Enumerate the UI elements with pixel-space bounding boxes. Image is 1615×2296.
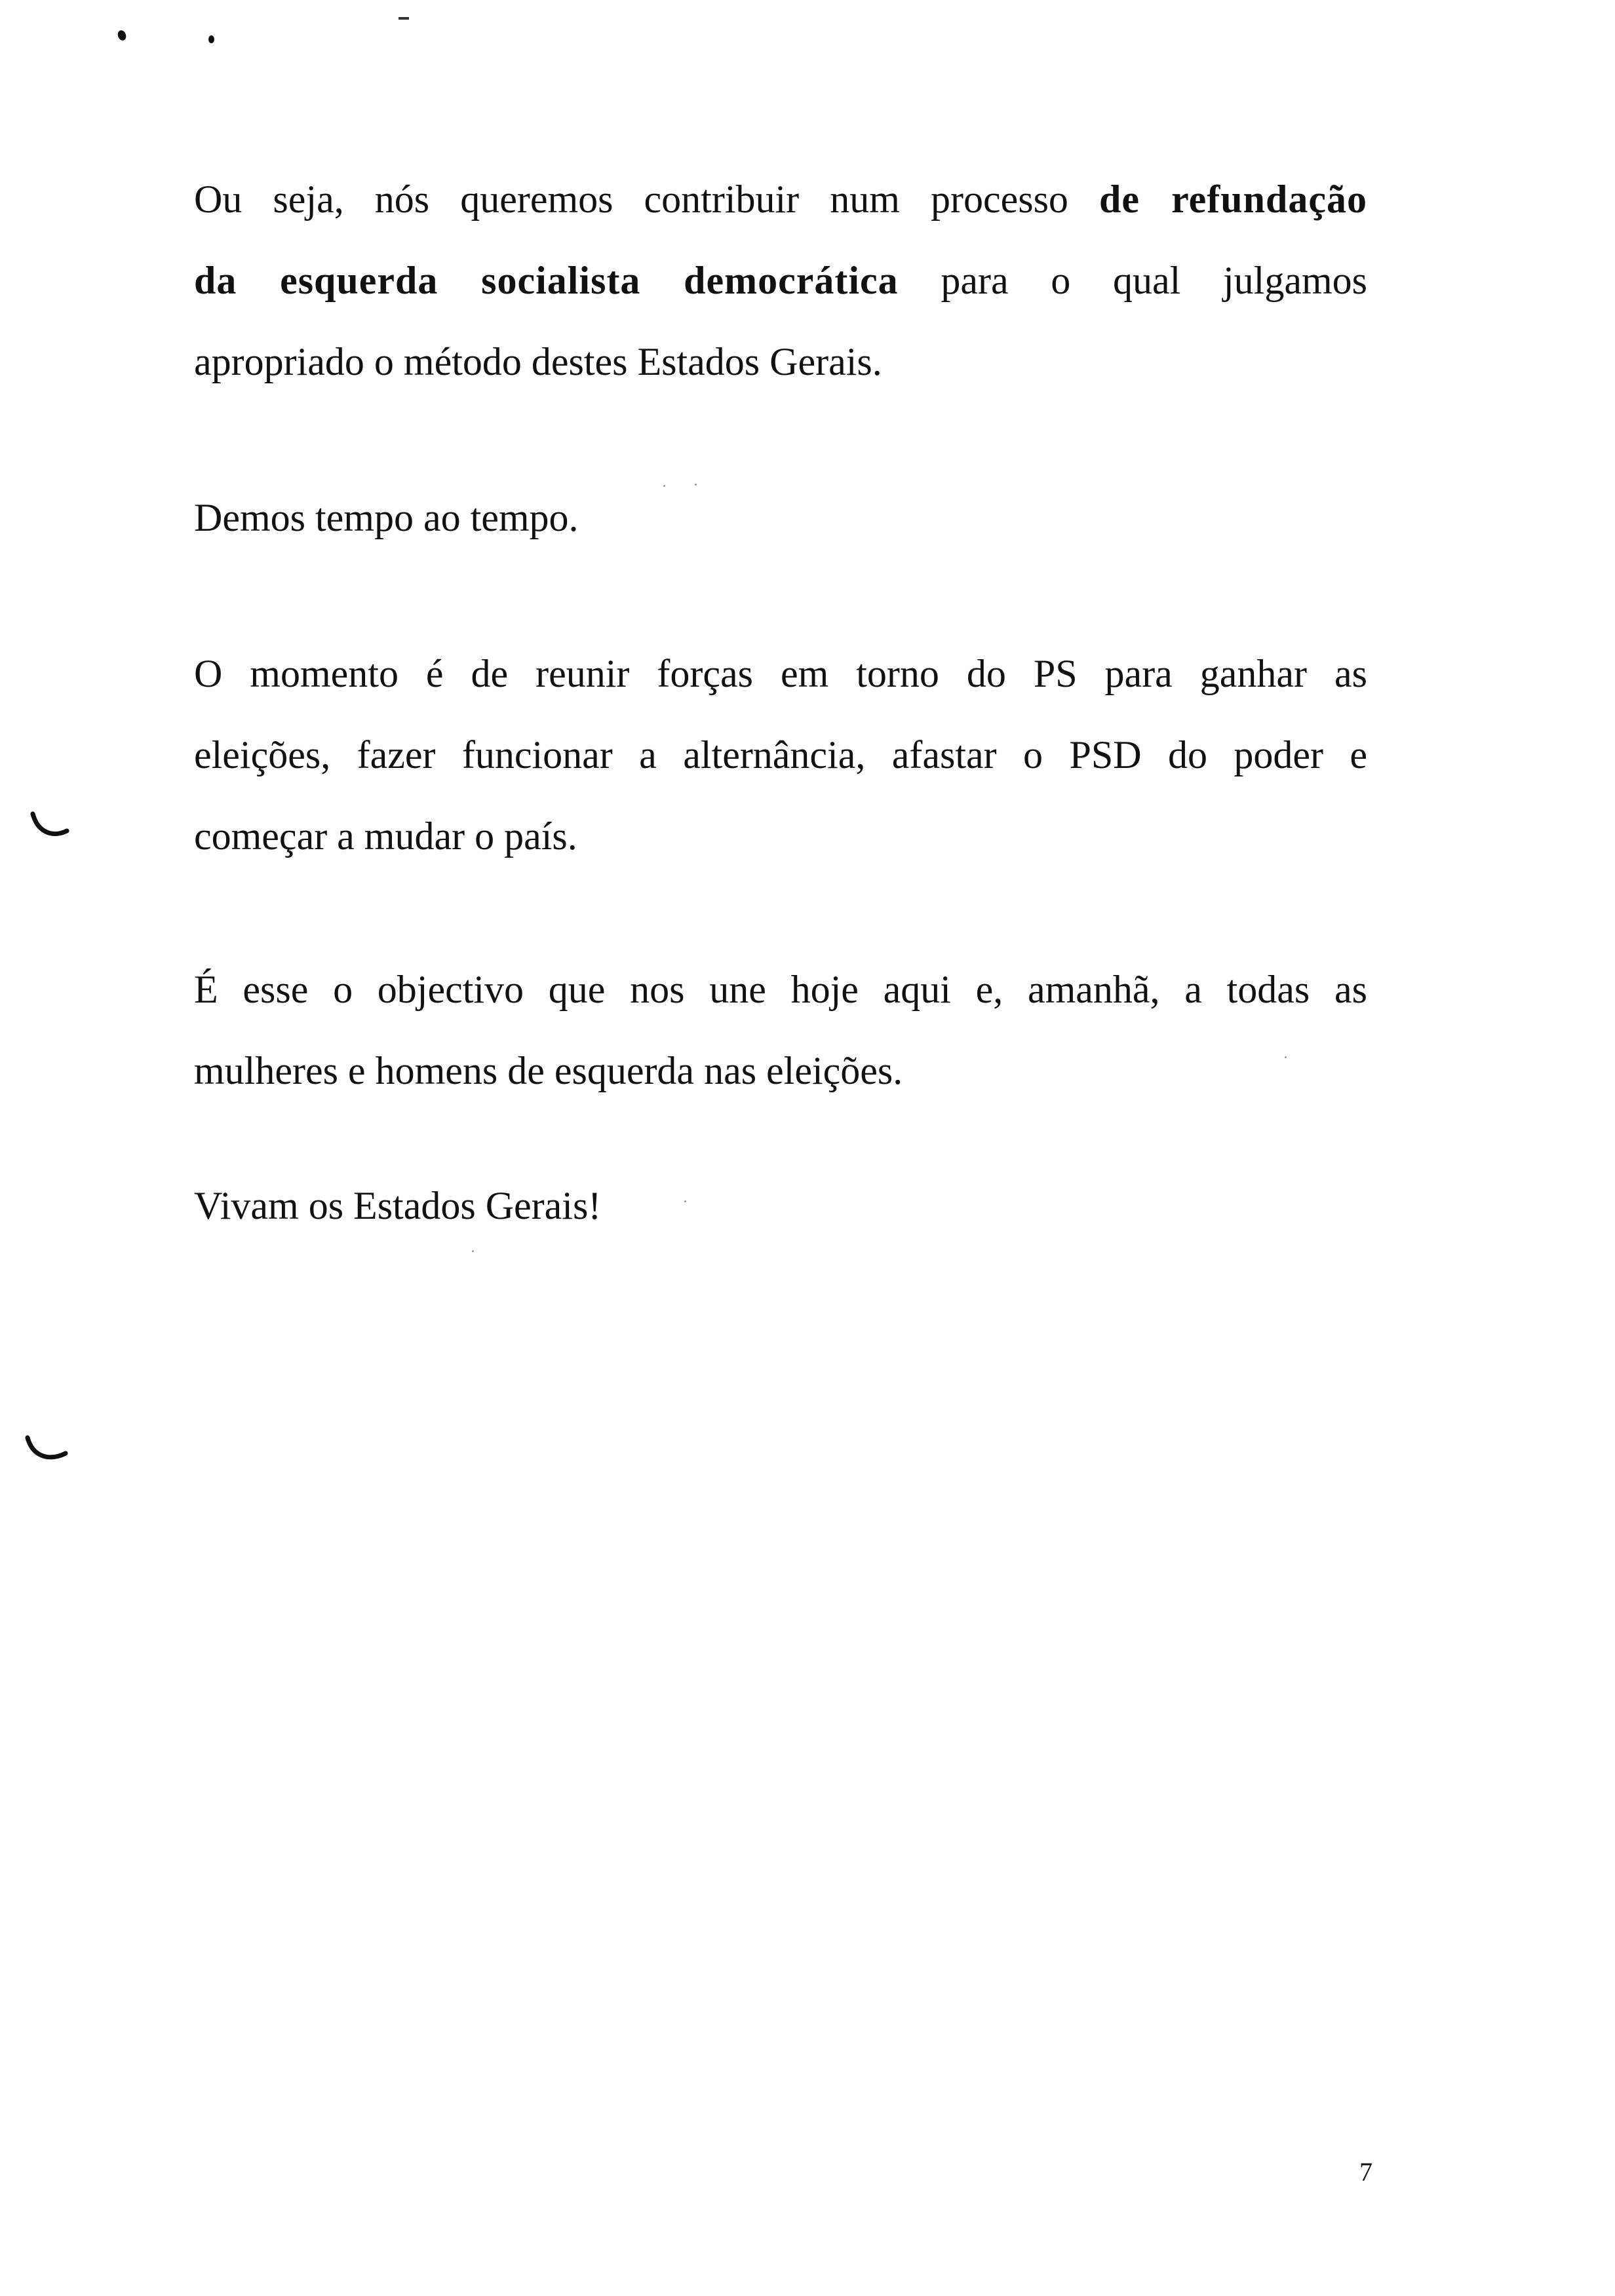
margin-hook-mark — [29, 810, 71, 843]
paragraph-3 — [194, 633, 1367, 877]
paragraph-1 — [194, 159, 1367, 402]
line: Vivam os Estados Gerais! — [194, 1184, 602, 1227]
paragraph-5 — [194, 1165, 1367, 1246]
line: O momento é de reunir forças em torno do PS para ganhar as — [194, 652, 1367, 695]
line: apropriado o método destes Estados Gerais. — [194, 340, 882, 383]
text-run: para o qual julgamos — [898, 259, 1367, 302]
bold-run: da esquerda socialista democrática — [194, 259, 899, 302]
line: É esse o objectivo que nos une hoje aqui e, amanhã, a todas as — [194, 968, 1367, 1011]
line: mulheres e homens de esquerda nas eleições. — [194, 1049, 903, 1092]
scan-dot — [208, 35, 214, 43]
scan-dash — [399, 17, 409, 20]
text-run: Ou seja, nós queremos contribuir num processo — [194, 178, 1100, 221]
paragraph-2 — [194, 477, 1367, 558]
line — [194, 240, 1367, 321]
page-number: 7 — [1359, 2157, 1372, 2187]
line: começar a mudar o país. — [194, 814, 577, 858]
line: Demos tempo ao tempo. — [194, 496, 579, 539]
margin-hook-mark — [24, 1434, 69, 1466]
scan-speck — [472, 1250, 474, 1252]
line: eleições, fazer funcionar a alternância, afastar o PSD do poder e — [194, 733, 1367, 776]
bold-run: de refundação — [1099, 178, 1367, 221]
scan-dot — [117, 29, 128, 41]
paragraph-4 — [194, 949, 1367, 1111]
line — [194, 159, 1367, 240]
